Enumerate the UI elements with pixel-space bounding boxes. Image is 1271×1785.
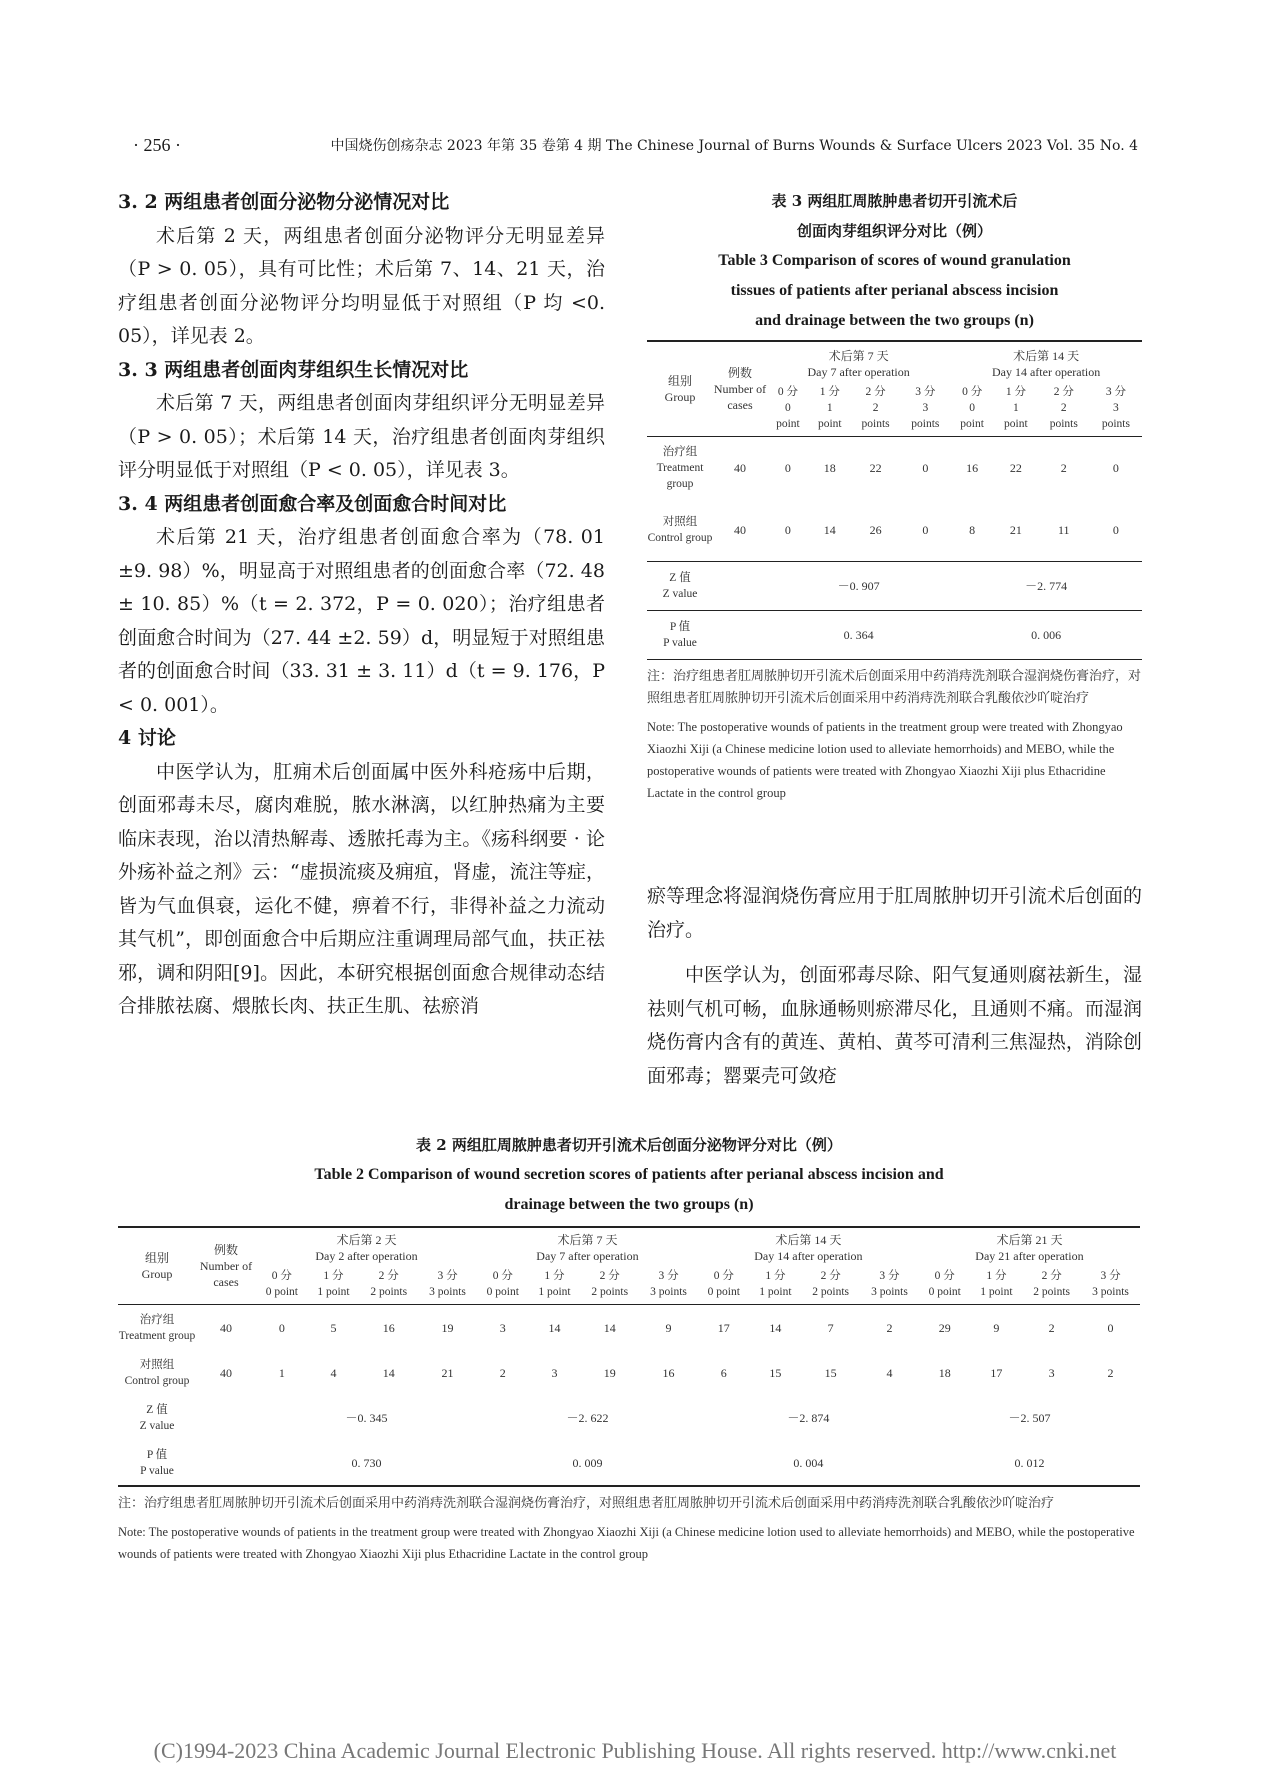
group-cn: 治疗组 bbox=[139, 1313, 175, 1326]
group-cn: 治疗组 bbox=[662, 446, 698, 458]
table-row bbox=[647, 499, 1142, 562]
table-2-score-header bbox=[919, 1264, 971, 1305]
z-value: －0. 345 bbox=[345, 1410, 388, 1425]
table-2-score-header bbox=[418, 1264, 477, 1305]
value-cell: 2 bbox=[860, 1305, 919, 1351]
table-2-score-header bbox=[580, 1264, 639, 1305]
blank-cell bbox=[196, 1440, 256, 1486]
table-3-score-header bbox=[851, 380, 901, 437]
table-3-caption-en-1: Table 3 Comparison of scores of wound granulation bbox=[718, 252, 1071, 269]
table-3-caption-en-3: and drainage between the two groups (n) bbox=[755, 312, 1034, 329]
z-label-en: Z value bbox=[139, 1419, 175, 1432]
score-label: 0 分 bbox=[962, 386, 983, 398]
score-label: point bbox=[817, 418, 842, 430]
section-4-title: 4 讨论 bbox=[118, 727, 176, 749]
table-3-caption-en-2: tissues of patients after perianal abscess incision bbox=[730, 282, 1059, 299]
score-label-cn: 2 分 bbox=[378, 1270, 399, 1282]
value-cell: 19 bbox=[603, 1365, 616, 1380]
score-label-en: 2 points bbox=[591, 1286, 629, 1298]
score-label-cn: 3 分 bbox=[1100, 1270, 1121, 1282]
score-label-en: 0 point bbox=[928, 1286, 961, 1298]
table-3-caption-cn-2: 创面肉芽组织评分对比（例） bbox=[796, 222, 992, 240]
cases-cell: 40 bbox=[196, 1305, 256, 1351]
score-label: point bbox=[776, 418, 800, 430]
value-cell: 18 bbox=[809, 437, 851, 500]
score-label: 3 分 bbox=[1105, 386, 1126, 398]
score-label-en: 0 point bbox=[486, 1286, 519, 1298]
score-label: 0 分 bbox=[777, 386, 798, 398]
score-label: 2 分 bbox=[1053, 386, 1074, 398]
score-label-en: 1 point bbox=[538, 1286, 571, 1298]
value-cell: 5 bbox=[308, 1305, 360, 1351]
value-cell: 19 bbox=[418, 1305, 477, 1351]
value-cell: 15 bbox=[824, 1365, 837, 1380]
value-cell: 2 bbox=[1038, 437, 1090, 500]
table-2-score-header bbox=[860, 1264, 919, 1305]
z-row bbox=[118, 1395, 1140, 1440]
value-cell: 14 bbox=[823, 523, 836, 537]
score-label-cn: 1 分 bbox=[765, 1270, 786, 1282]
score-label-en: 3 points bbox=[429, 1286, 466, 1298]
value-cell: 2 bbox=[499, 1365, 506, 1380]
value-cell: 16 bbox=[662, 1365, 675, 1380]
score-label-cn: 1 分 bbox=[323, 1270, 344, 1282]
section-3-3-title: 3. 3 两组患者创面肉芽组织生长情况对比 bbox=[118, 358, 469, 381]
value-cell: 2 bbox=[1107, 1365, 1114, 1380]
value-cell: 29 bbox=[919, 1305, 971, 1351]
value-cell: 3 bbox=[477, 1305, 529, 1351]
table-2-score-header bbox=[1081, 1264, 1140, 1305]
value-cell: 17 bbox=[990, 1365, 1003, 1380]
score-label-en: 0 point bbox=[265, 1286, 298, 1298]
cases-cell: 40 bbox=[220, 1365, 232, 1380]
score-label: 1 bbox=[826, 402, 833, 414]
score-label-cn: 2 分 bbox=[599, 1270, 620, 1282]
score-label-cn: 0 分 bbox=[271, 1270, 292, 1282]
table-2-header-group: 组别 Group bbox=[141, 1251, 173, 1281]
table-2-score-header bbox=[308, 1264, 360, 1305]
score-label: points bbox=[911, 418, 940, 430]
right-paragraph-2: 中医学认为，创面邪毒尽除、阳气复通则腐祛新生，湿祛则气机可畅，血脉通畅则瘀滞尽化，且通则不痛。而湿润烧伤膏内含有的黄连、黄柏、黄芩可清利三焦湿热，消除创面邪毒；罂粟壳可敛疮 bbox=[647, 964, 1142, 1087]
value-cell: 26 bbox=[869, 523, 882, 537]
group-cn: 对照组 bbox=[662, 516, 698, 528]
cases-cell: 40 bbox=[713, 437, 767, 500]
table-3-note-cn: 注：治疗组患者肛周脓肿切开引流术后创面采用中药消痔洗剂联合湿润烧伤膏治疗，对照组患者肛周脓肿切开引流术后创面采用中药消痔洗剂联合乳酸依沙吖啶治疗 bbox=[647, 669, 1142, 706]
value-cell: 0 bbox=[1081, 1305, 1140, 1351]
score-label-cn: 3 分 bbox=[437, 1270, 458, 1282]
table-2-score-header bbox=[359, 1264, 418, 1305]
table-3-score-header bbox=[809, 380, 851, 437]
score-label: 0 bbox=[785, 402, 791, 414]
table-2-score-header bbox=[698, 1264, 750, 1305]
value-cell: 2 bbox=[1022, 1305, 1081, 1351]
value-cell: 14 bbox=[529, 1305, 581, 1351]
score-label: point bbox=[1004, 418, 1028, 430]
value-cell: 7 bbox=[801, 1305, 860, 1351]
table-row bbox=[647, 437, 1142, 500]
p-label-en: P value bbox=[140, 1464, 174, 1477]
score-label: 0 bbox=[969, 402, 975, 414]
group-cell bbox=[647, 499, 713, 562]
value-cell: 16 bbox=[359, 1305, 418, 1351]
z-label-cn: Z 值 bbox=[146, 1403, 168, 1416]
p-label bbox=[118, 1440, 196, 1486]
value-cell: 0 bbox=[256, 1305, 308, 1351]
p-label-en: P value bbox=[663, 637, 697, 649]
value-cell: 21 bbox=[441, 1365, 454, 1380]
score-label-cn: 0 分 bbox=[492, 1270, 513, 1282]
value-cell: 22 bbox=[851, 437, 901, 500]
group-en: Treatment group bbox=[118, 1329, 196, 1342]
table-2-header-cases: 例数 Number of cases bbox=[199, 1243, 253, 1289]
score-label-en: 3 points bbox=[1092, 1286, 1129, 1298]
table-3-header-day7: 术后第 7 天 Day 7 after operation bbox=[807, 349, 910, 379]
table-2-score-header bbox=[801, 1264, 860, 1305]
table-2-score-header bbox=[639, 1264, 698, 1305]
p-value: 0. 004 bbox=[793, 1455, 824, 1470]
z-value: －2. 622 bbox=[566, 1410, 609, 1425]
table-2-score-header bbox=[971, 1264, 1023, 1305]
value-cell: 11 bbox=[1057, 523, 1070, 537]
score-label: 1 分 bbox=[819, 386, 840, 398]
p-value: 0. 730 bbox=[351, 1455, 382, 1470]
table-2-score-header bbox=[750, 1264, 802, 1305]
value-cell: 15 bbox=[769, 1365, 782, 1380]
table-2-caption-en-2: drainage between the two groups (n) bbox=[504, 1196, 754, 1213]
value-cell: 0 bbox=[900, 437, 950, 500]
value-cell: 16 bbox=[950, 437, 994, 500]
z-value: －0. 907 bbox=[767, 562, 950, 611]
p-value: 0. 009 bbox=[572, 1455, 603, 1470]
journal-title: 中国烧伤创疡杂志 2023 年第 35 卷第 4 期 The Chinese Journal of Burns Wounds & Surface Ulcers 2023 Vol. 35 No. 4 bbox=[330, 138, 1138, 154]
score-label: points bbox=[1101, 418, 1130, 430]
group-cell bbox=[118, 1350, 196, 1395]
value-cell: 0 bbox=[767, 437, 809, 500]
score-label-cn: 3 分 bbox=[658, 1270, 679, 1282]
score-label: 2 分 bbox=[865, 386, 886, 398]
p-value: 0. 364 bbox=[767, 611, 950, 660]
value-cell: 0 bbox=[784, 523, 791, 537]
z-label bbox=[118, 1395, 196, 1440]
p-label-cn: P 值 bbox=[146, 1448, 168, 1461]
table-3-score-header bbox=[950, 380, 994, 437]
table-3-header-day14: 术后第 14 天 Day 14 after operation bbox=[991, 349, 1101, 379]
table-row bbox=[118, 1350, 1140, 1395]
score-label-en: 1 point bbox=[759, 1286, 792, 1298]
score-label: 2 bbox=[872, 402, 879, 414]
group-cn: 对照组 bbox=[139, 1358, 175, 1371]
table-3-block bbox=[647, 186, 1142, 804]
table-3 bbox=[647, 340, 1142, 660]
table-2-score-header bbox=[477, 1264, 529, 1305]
table-2-caption-cn: 表 2 两组肛周脓肿患者切开引流术后创面分泌物评分对比（例） bbox=[416, 1136, 842, 1154]
table-3-score-header bbox=[900, 380, 950, 437]
copyright-footer: (C)1994-2023 China Academic Journal Electronic Publishing House. All rights reserved. http://www.cnki.net bbox=[153, 1738, 1117, 1763]
score-label-en: 3 points bbox=[650, 1286, 687, 1298]
z-value: －2. 874 bbox=[787, 1410, 830, 1425]
right-paragraph-1: 瘀等理念将湿润烧伤膏应用于肛周脓肿切开引流术后创面的治疗。 bbox=[647, 885, 1142, 941]
value-cell: 4 bbox=[330, 1365, 337, 1380]
score-label: 3 分 bbox=[915, 386, 936, 398]
z-row bbox=[647, 562, 1142, 611]
p-row bbox=[647, 611, 1142, 660]
score-label-cn: 0 分 bbox=[713, 1270, 734, 1282]
score-label-en: 3 points bbox=[871, 1286, 908, 1298]
score-label-cn: 0 分 bbox=[934, 1270, 955, 1282]
value-cell: 17 bbox=[698, 1305, 750, 1351]
value-cell: 8 bbox=[969, 523, 976, 537]
score-label-cn: 1 分 bbox=[986, 1270, 1007, 1282]
p-row bbox=[118, 1440, 1140, 1486]
score-label-en: 1 point bbox=[980, 1286, 1013, 1298]
score-label-en: 2 points bbox=[812, 1286, 850, 1298]
score-label: point bbox=[960, 418, 984, 430]
p-label bbox=[647, 611, 713, 660]
z-label-cn: Z 值 bbox=[669, 572, 691, 584]
group-en: Control group bbox=[647, 532, 713, 544]
table-3-score-header bbox=[767, 380, 809, 437]
value-cell: 3 bbox=[551, 1365, 558, 1380]
blank-cell bbox=[713, 611, 767, 660]
table-2-header-day14: 术后第 14 天 Day 14 after operation bbox=[754, 1233, 863, 1263]
value-cell: 14 bbox=[750, 1305, 802, 1351]
value-cell: 9 bbox=[639, 1305, 698, 1351]
blank-cell bbox=[196, 1395, 256, 1440]
p-value: 0. 006 bbox=[950, 611, 1142, 660]
table-2-note-cn: 注：治疗组患者肛周脓肿切开引流术后创面采用中药消痔洗剂联合湿润烧伤膏治疗，对照组患者肛周脓肿切开引流术后创面采用中药消痔洗剂联合乳酸依沙吖啶治疗 bbox=[118, 1496, 1055, 1511]
section-3-2-body: 术后第 2 天，两组患者创面分泌物评分无明显差异（P > 0. 05），具有可比性；术后第 7、14、21 天，治疗组患者创面分泌物评分均明显低于对照组（P 均 <0. 05），详见表 2。 bbox=[118, 224, 605, 347]
cases-cell: 40 bbox=[734, 523, 746, 537]
score-label-en: 1 point bbox=[317, 1286, 350, 1298]
table-2-note-en: Note: The postoperative wounds of patients in the treatment group were treated with Zhongyao Xiaozhi Xiji (a Chinese medicine lotion used to alleviate hemorrhoids) and MEBO, while the postoperative wounds of patients were treated with Zhongyao Xiaozhi Xiji plus Ethacridine Lactate in the control group bbox=[118, 1525, 1135, 1561]
value-cell: 14 bbox=[382, 1365, 395, 1380]
value-cell: 21 bbox=[1009, 523, 1022, 537]
value-cell: 3 bbox=[1048, 1365, 1055, 1380]
score-label-cn: 2 分 bbox=[1041, 1270, 1062, 1282]
page-number: · 256 · bbox=[133, 135, 181, 155]
score-label: 3 bbox=[922, 402, 929, 414]
left-column bbox=[118, 186, 605, 1024]
table-3-caption-cn-1: 表 3 两组肛周脓肿患者切开引流术后 bbox=[771, 192, 1018, 210]
group-cell bbox=[118, 1305, 196, 1351]
table-2-score-header bbox=[529, 1264, 581, 1305]
score-label-cn: 1 分 bbox=[544, 1270, 565, 1282]
table-2-caption-en-1: Table 2 Comparison of wound secretion scores of patients after perianal abscess incision and bbox=[314, 1166, 944, 1183]
value-cell: 0 bbox=[922, 523, 929, 537]
score-label: points bbox=[1049, 418, 1078, 430]
section-3-2-title: 3. 2 两组患者创面分泌物分泌情况对比 bbox=[118, 191, 450, 213]
table-3-score-header bbox=[1090, 380, 1142, 437]
p-label-cn: P 值 bbox=[669, 621, 691, 633]
p-value: 0. 012 bbox=[1014, 1455, 1045, 1470]
table-3-note-en: Note: The postoperative wounds of patients in the treatment group were treated with Zhongyao Xiaozhi Xiji (a Chinese medicine lotion used to alleviate hemorrhoids) and MEBO, while the postoperative wounds of patients were treated with Zhongyao Xiaozhi Xiji plus Ethacridine Lactate in the control group bbox=[647, 720, 1123, 800]
table-3-header-cases: 例数 Number of cases bbox=[713, 366, 767, 412]
table-3-score-header bbox=[1038, 380, 1090, 437]
score-label-en: 2 points bbox=[1033, 1286, 1070, 1298]
section-3-4-body: 术后第 21 天，治疗组患者创面愈合率为（78. 01 ±9. 98）%，明显高于对照组患者的创面愈合率（72. 48 ± 10. 85）%（t = 2. 372，P = 0. 020）；治疗组患者创面愈合时间为（27. 44 ±2. 59）d，明显短于对照组患者的创面愈合时间（33. 31 ± 3. 11）d（t = 9. 176，P < 0. 001）。 bbox=[118, 526, 605, 716]
table-2-score-header bbox=[1022, 1264, 1081, 1305]
z-value: －2. 507 bbox=[1008, 1410, 1051, 1425]
table-row bbox=[118, 1305, 1140, 1351]
z-label bbox=[647, 562, 713, 611]
group-cell bbox=[647, 437, 713, 500]
table-2-header-day21: 术后第 21 天 Day 21 after operation bbox=[975, 1233, 1084, 1263]
section-3-3-body: 术后第 7 天，两组患者创面肉芽组织评分无明显差异（P > 0. 05）；术后第 14 天，治疗组患者创面肉芽组织评分明显低于对照组（P < 0. 05），详见表 3。 bbox=[118, 392, 605, 481]
value-cell: 4 bbox=[886, 1365, 893, 1380]
group-en: Control group bbox=[124, 1374, 190, 1387]
z-label-en: Z value bbox=[662, 588, 698, 600]
running-header bbox=[133, 133, 1138, 157]
value-cell: 1 bbox=[278, 1365, 285, 1380]
score-label: 3 bbox=[1113, 402, 1119, 414]
value-cell: 6 bbox=[720, 1365, 727, 1380]
group-en: Treatment group bbox=[656, 462, 704, 490]
right-column-text bbox=[647, 880, 1142, 1093]
section-3-4-title: 3. 4 两组患者创面愈合率及创面愈合时间对比 bbox=[118, 492, 507, 515]
score-label: points bbox=[861, 418, 890, 430]
z-value: －2. 774 bbox=[950, 562, 1142, 611]
value-cell: 0 bbox=[1090, 437, 1142, 500]
value-cell: 22 bbox=[994, 437, 1038, 500]
value-cell: 9 bbox=[971, 1305, 1023, 1351]
value-cell: 0 bbox=[1112, 523, 1119, 537]
table-2-header-day2: 术后第 2 天 Day 2 after operation bbox=[315, 1233, 418, 1263]
blank-cell bbox=[713, 562, 767, 611]
table-3-score-header bbox=[994, 380, 1038, 437]
table-2-score-header bbox=[256, 1264, 308, 1305]
section-4-body: 中医学认为，肛痈术后创面属中医外科疮疡中后期，创面邪毒未尽，腐肉难脱，脓水淋漓，以红肿热痛为主要临床表现，治以清热解毒、透脓托毒为主。《疡科纲要 · 论外疡补益之剂》云：“虚损流痰及痈疽，肾虚，流注等症，皆为气血俱衰，运化不健，痹着不行，非得补益之力流动其气机”，即创面愈合中后期应注重调理局部气血，扶正祛邪，调和阴阳[9]。因此，本研究根据创面愈合规律动态结合排脓祛腐、煨脓长肉、扶正生肌、祛瘀消 bbox=[118, 760, 605, 1017]
value-cell: 18 bbox=[938, 1365, 951, 1380]
score-label-en: 0 point bbox=[707, 1286, 740, 1298]
score-label: 2 bbox=[1060, 402, 1067, 414]
table-3-header-group: 组别 Group bbox=[664, 374, 696, 404]
score-label-cn: 3 分 bbox=[879, 1270, 900, 1282]
score-label: 1 bbox=[1013, 402, 1019, 414]
score-label-en: 2 points bbox=[370, 1286, 408, 1298]
value-cell: 14 bbox=[580, 1305, 639, 1351]
table-2-header-day7: 术后第 7 天 Day 7 after operation bbox=[536, 1233, 639, 1263]
table-2 bbox=[118, 1226, 1140, 1487]
score-label: 1 分 bbox=[1005, 386, 1026, 398]
score-label-cn: 2 分 bbox=[820, 1270, 841, 1282]
table-2-block bbox=[118, 1130, 1140, 1565]
